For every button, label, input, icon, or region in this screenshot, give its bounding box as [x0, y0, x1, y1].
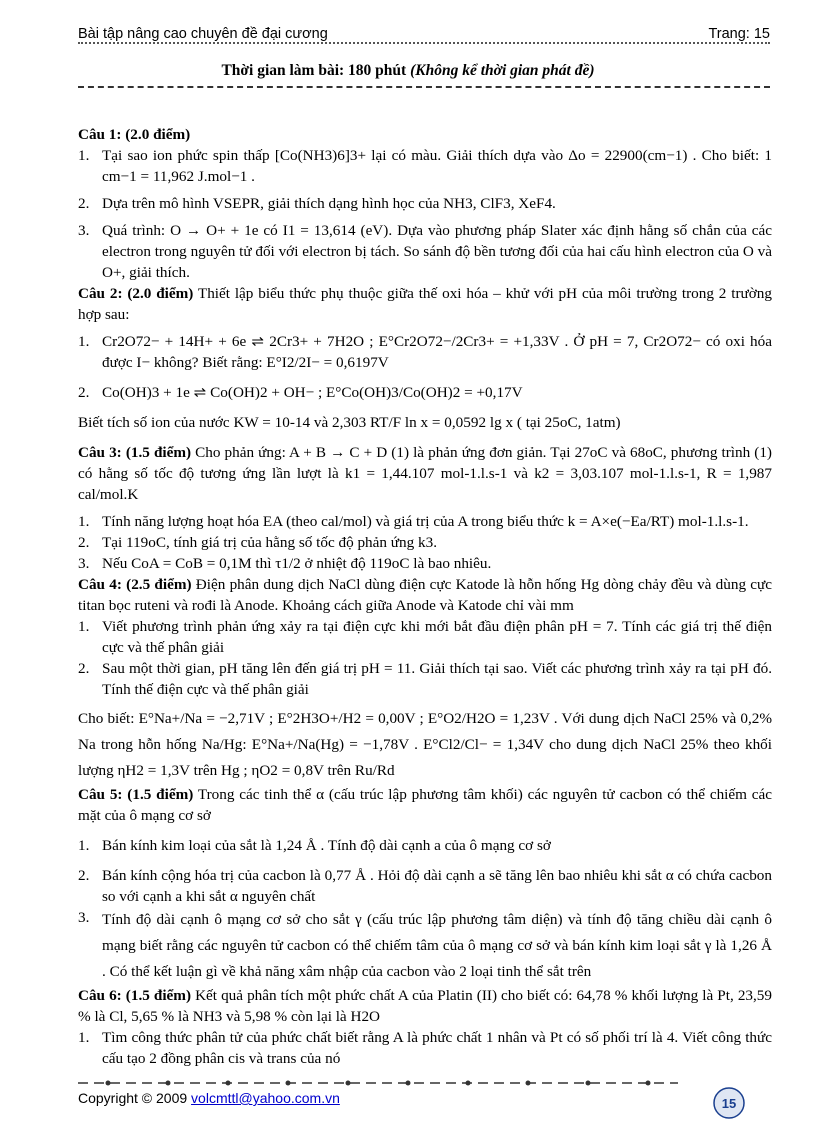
q1-item-1: 1. Tại sao ion phức spin thấp [Co(NH3)6]3+ lại có màu. Giải thích dựa vào Δo = 22900(cm−1) . Cho biết: 1 cm−1 = 11,962 J.mol−1 . [78, 147, 772, 185]
q2-item-2: 2. Co(OH)3 + 1e ⇌ Co(OH)2 + OH− ; E°Co(OH)3/Co(OH)2 = +0,17V [78, 384, 523, 401]
q4-item-2: 2. Sau một thời gian, pH tăng lên đến giá trị pH = 11. Giải thích tại sao. Viết các phương trình xảy ra tại pH đó. Tính thế điện cực và thế phân giải [78, 660, 772, 698]
q1-title: Câu 1: (2.0 điểm) [78, 126, 191, 143]
page-body [78, 124, 772, 1069]
q4-title: Câu 4: (2.5 điểm) [78, 576, 192, 593]
q2-note: Biết tích số ion của nước KW = 10-14 và 2,303 RT/F ln x = 0,0592 lg x ( tại 25oC, 1atm) [78, 414, 621, 431]
q6-title: Câu 6: (1.5 điểm) [78, 987, 192, 1004]
q6-item-1: 1. Tìm công thức phân tử của phức chất biết rằng A là phức chất 1 nhân và Pt có số phối trí là 4. Viết công thức cấu tạo 2 đồng phân cis và trans của nó [78, 1029, 772, 1067]
q5-block: Câu 5: (1.5 điểm) Trong các tinh thể α (cấu trúc lập phương tâm khối) các nguyên tử cacbon có thể chiếm các mặt của ô mạng cơ sở [78, 786, 772, 824]
footer-email-link[interactable]: volcmttl@yahoo.com.vn [191, 1090, 340, 1106]
header-title: Bài tập nâng cao chuyên đề đại cương [78, 26, 328, 42]
q2-title: Câu 2: (2.0 điểm) [78, 285, 194, 302]
q3-title: Câu 3: (1.5 điểm) [78, 444, 192, 461]
q5-title: Câu 5: (1.5 điểm) [78, 786, 194, 803]
q5-item-3: 3. Tính độ dài cạnh ô mạng cơ sở cho sắt γ (cấu trúc lập phương tâm diện) và tính độ tăng chiều dài cạnh ô mạng biết rằng các nguyên tử cacbon có thể chiếm tâm của ô mạng cơ sở và bán kính kim loại sắt γ là 1,26 Å . Có thể kết luận gì về khả năng xâm nhập của cacbon vào 2 loại tinh thể sắt trên [78, 909, 772, 980]
q1-item-2: 2. Dựa trên mô hình VSEPR, giải thích dạng hình học của NH3, ClF3, XeF4. [78, 195, 556, 212]
q3-item-3: 3. Nếu CoA = CoB = 0,1M thì τ1/2 ở nhiệt độ 119oC là bao nhiêu. [78, 555, 492, 572]
title-divider [78, 86, 770, 88]
page-number-badge [712, 1086, 746, 1120]
footer-copyright: Copyright © 2009 volcmttl@yahoo.com.vn [78, 1090, 340, 1106]
q3-block: Câu 3: (1.5 điểm) Cho phản ứng: A + B → C + D (1) là phản ứng đơn giản. Tại 27oC và 68oC, phương trình (1) có hằng số tốc độ tương ứng lần lượt là k1 = 1,44.107 mol-1.l.s-1 và k2 = 3,03.107 mol-1.l.s-1, R = 1,987 cal/mol.K [78, 444, 772, 503]
q5-item-1: 1. Bán kính kim loại của sắt là 1,24 Å . Tính độ dài cạnh a của ô mạng cơ sở [78, 837, 551, 854]
q6-block: Câu 6: (1.5 điểm) Kết quả phân tích một phức chất A của Platin (II) cho biết có: 64,78 % khối lượng là Pt, 23,59 % là Cl, 5,65 % là NH3 và 5,98 % còn lại là H2O [78, 987, 772, 1025]
q2-item-1: 1. Cr2O72− + 14H+ + 6e ⇌ 2Cr3+ + 7H2O ; E°Cr2O72−/2Cr3+ = +1,33V . Ở pH = 7, Cr2O72− có oxi hóa được I− không? Biết rằng: E°I2/2I− = 0,6197V [78, 333, 772, 371]
q4-given: Cho biết: E°Na+/Na = −2,71V ; E°2H3O+/H2 = 0,00V ; E°O2/H2O = 1,23V . Với dung dịch NaCl 25% và 0,2% Na trong hỗn hống Na/Hg: E°Na+/Na(Hg) = −1,78V . E°Cl2/Cl− = 1,34V cho dung dịch NaCl 25% theo khối lượng ηH2 = 1,3V trên Hg ; ηO2 = 0,8V trên Ru/Rd [78, 710, 772, 779]
exam-time: Thời gian làm bài: 180 phút (Không kể thời gian phát đề) [221, 62, 595, 79]
q3-item-1: 1. Tính năng lượng hoạt hóa EA (theo cal/mol) và giá trị của A trong biểu thức k = A×e(−Ea/RT) mol-1.l.s-1. [78, 513, 749, 530]
header-page: Trang: 15 [708, 26, 770, 42]
footer-ornament-line [78, 1078, 678, 1088]
q4-block: Câu 4: (2.5 điểm) Điện phân dung dịch NaCl dùng điện cực Katode là hỗn hống Hg dòng chảy đều và dùng cực titan bọc ruteni và rođi là Anode. Khoảng cách giữa Anode và Katode chỉ vài mm [78, 576, 772, 614]
q2-block: Câu 2: (2.0 điểm) Thiết lập biểu thức phụ thuộc giữa thế oxi hóa – khử với pH của môi trường trong 2 trường hợp sau: [78, 285, 772, 323]
header-divider [78, 42, 770, 50]
q1-item-3: 3. Quá trình: O → O+ + 1e có I1 = 13,614 (eV). Dựa vào phương pháp Slater xác định hằng số chắn của các electron trong nguyên tử đối với electron bị tách. So sánh độ bền tương đối của hai cấu hình electron của O và O+, giải thích. [78, 222, 772, 281]
q3-item-2: 2. Tại 119oC, tính giá trị của hằng số tốc độ phản ứng k3. [78, 534, 437, 551]
q4-item-1: 1. Viết phương trình phản ứng xảy ra tại điện cực khi mới bắt đầu điện phân pH = 7. Tính các giá trị thế điện cực và thế phân giải [78, 618, 772, 656]
q5-item-2: 2. Bán kính cộng hóa trị của cacbon là 0,77 Å . Hỏi độ dài cạnh a sẽ tăng lên bao nhiêu khi sắt α có chứa cacbon so với cạnh a khi sắt α nguyên chất [78, 867, 772, 905]
page-badge-number: 15 [721, 1096, 737, 1111]
